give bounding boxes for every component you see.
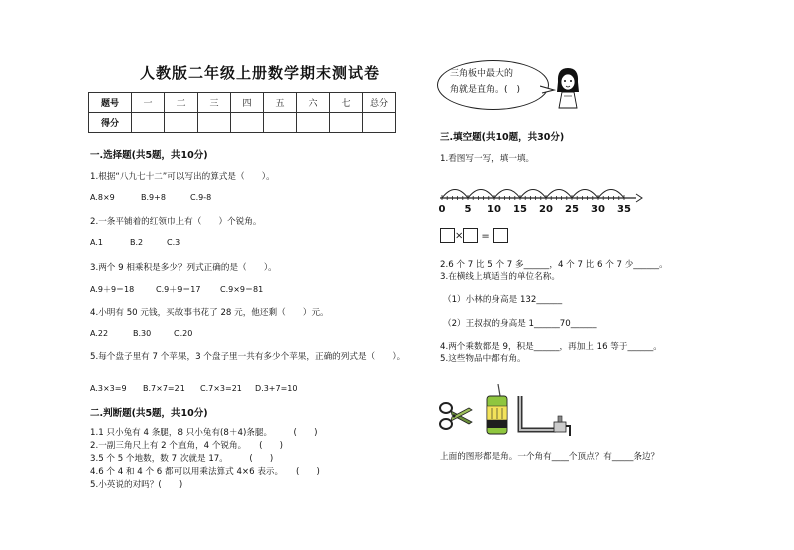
question-text: 2.一副三角尺上有 2 个直角，4 个锐角。 ( )	[90, 441, 284, 451]
score-input-cell[interactable]	[363, 113, 396, 133]
table-cell: 六	[297, 93, 330, 113]
answer-option[interactable]: C.3	[167, 238, 181, 247]
answer-option[interactable]: A.1	[90, 238, 103, 247]
table-cell: 总分	[363, 93, 396, 113]
question-text: 1.根据“八九七十二”可以写出的算式是（ ）。	[90, 172, 275, 182]
question-text: 1.看图写一写，填一填。	[440, 154, 535, 164]
score-table-header-row	[89, 93, 396, 113]
tick-label: 0	[438, 204, 446, 215]
answer-option[interactable]: D.3+7=10	[255, 384, 298, 393]
tick-label: 5	[464, 204, 472, 215]
score-input-cell[interactable]	[132, 113, 165, 133]
answer-option[interactable]: A.3×3=9	[90, 384, 127, 393]
tick-label: 25	[565, 204, 579, 215]
equals-sign: =	[481, 230, 490, 242]
question-text: 2.一条平铺着的红领巾上有（ ）个锐角。	[90, 217, 262, 227]
table-cell: 七	[330, 93, 363, 113]
question-text: 3.5 个 5 个地数，数 7 次就是 17。 ( )	[90, 454, 274, 464]
bubble-text-line: 三角板中最大的	[450, 69, 514, 79]
table-cell: 五	[264, 93, 297, 113]
answer-option[interactable]: C.9＋9＝17	[156, 285, 201, 294]
question-text: 5.这些物品中都有角。	[440, 354, 526, 364]
answer-option[interactable]: A.22	[90, 329, 109, 338]
answer-option[interactable]: B.30	[133, 329, 152, 338]
answer-option[interactable]: C.7×3=21	[200, 384, 242, 393]
score-input-cell[interactable]	[165, 113, 198, 133]
question-text: （1）小林的身高是 132______	[443, 295, 563, 305]
section-heading-choice: 一.选择题(共5题，共10分)	[90, 150, 208, 161]
answer-option[interactable]: C.20	[174, 329, 193, 338]
score-table-score-row	[89, 113, 396, 133]
answer-option[interactable]: A.9＋9＝18	[90, 285, 135, 294]
answer-option[interactable]: C.9×9＝81	[220, 285, 264, 294]
section-heading-judge: 二.判断题(共5题，共10分)	[90, 408, 208, 419]
tick-label: 15	[513, 204, 527, 215]
score-input-cell[interactable]	[297, 113, 330, 133]
question-text: 上面的图形都是角。一个角有____个顶点？有_____条边？	[440, 452, 660, 462]
scissors-icon	[438, 400, 474, 432]
bubble-text-line: 角就是直角。( )	[450, 85, 521, 95]
tick-label: 35	[617, 204, 631, 215]
answer-option[interactable]: B.9+8	[141, 193, 166, 202]
arrow-icon	[636, 194, 642, 202]
answer-box[interactable]	[440, 228, 455, 243]
tick-label: 30	[591, 204, 605, 215]
answer-box[interactable]	[493, 228, 508, 243]
table-cell: 四	[231, 93, 264, 113]
question-text: 4.两个乘数都是 9，积是______，再加上 16 等于______。	[440, 342, 662, 352]
girl-illustration	[553, 66, 583, 111]
question-text: 5.小英说的对吗？( )	[90, 480, 183, 490]
question-text: 4.6 个 4 和 4 个 6 都可以用乘法算式 4×6 表示。 ( )	[90, 467, 320, 477]
pipe-faucet-icon	[516, 392, 572, 440]
answer-box[interactable]	[463, 228, 478, 243]
question-text: 3.两个 9 相乘积是多少？列式正确的是（ ）。	[90, 263, 277, 273]
question-text: 1.1 只小兔有 4 条腿，8 只小兔有(8＋4)条腿。 ( )	[90, 428, 318, 438]
score-input-cell[interactable]	[231, 113, 264, 133]
answer-option[interactable]: B.7×7=21	[143, 384, 185, 393]
question-text: 2.6 个 7 比 5 个 7 多______，4 个 7 比 6 个 7 少______。	[440, 260, 668, 270]
table-cell: 得分	[89, 113, 132, 133]
score-input-cell[interactable]	[264, 113, 297, 133]
answer-option[interactable]: C.9-8	[190, 193, 212, 202]
answer-option[interactable]: B.2	[130, 238, 144, 247]
table-cell: 二	[165, 93, 198, 113]
question-text: 3.在横线上填适当的单位名称。	[440, 272, 560, 282]
table-cell: 三	[198, 93, 231, 113]
number-line-figure	[436, 176, 646, 216]
question-text: 4.小明有 50 元钱，买故事书花了 28 元，他还剩（ ）元。	[90, 308, 329, 318]
drink-can-icon	[484, 384, 510, 436]
jump-arcs	[442, 190, 624, 199]
table-cell: 题号	[89, 93, 132, 113]
times-sign: ×	[455, 230, 464, 242]
tick-label: 10	[487, 204, 501, 215]
tick-label: 20	[539, 204, 553, 215]
score-input-cell[interactable]	[330, 113, 363, 133]
score-input-cell[interactable]	[198, 113, 231, 133]
score-table	[88, 92, 396, 133]
section-heading-fill: 三.填空题(共10题，共30分)	[440, 132, 565, 143]
answer-option[interactable]: A.8×9	[90, 193, 115, 202]
table-cell: 一	[132, 93, 165, 113]
question-text: 5.每个盘子里有 7 个苹果，3 个盘子里一共有多少个苹果，正确的列式是（ ）。	[90, 352, 406, 362]
equation-boxes	[440, 228, 508, 243]
question-text: （2）王叔叔的身高是 1______70______	[443, 319, 597, 329]
page-title: 人教版二年级上册数学期末测试卷	[140, 64, 381, 82]
